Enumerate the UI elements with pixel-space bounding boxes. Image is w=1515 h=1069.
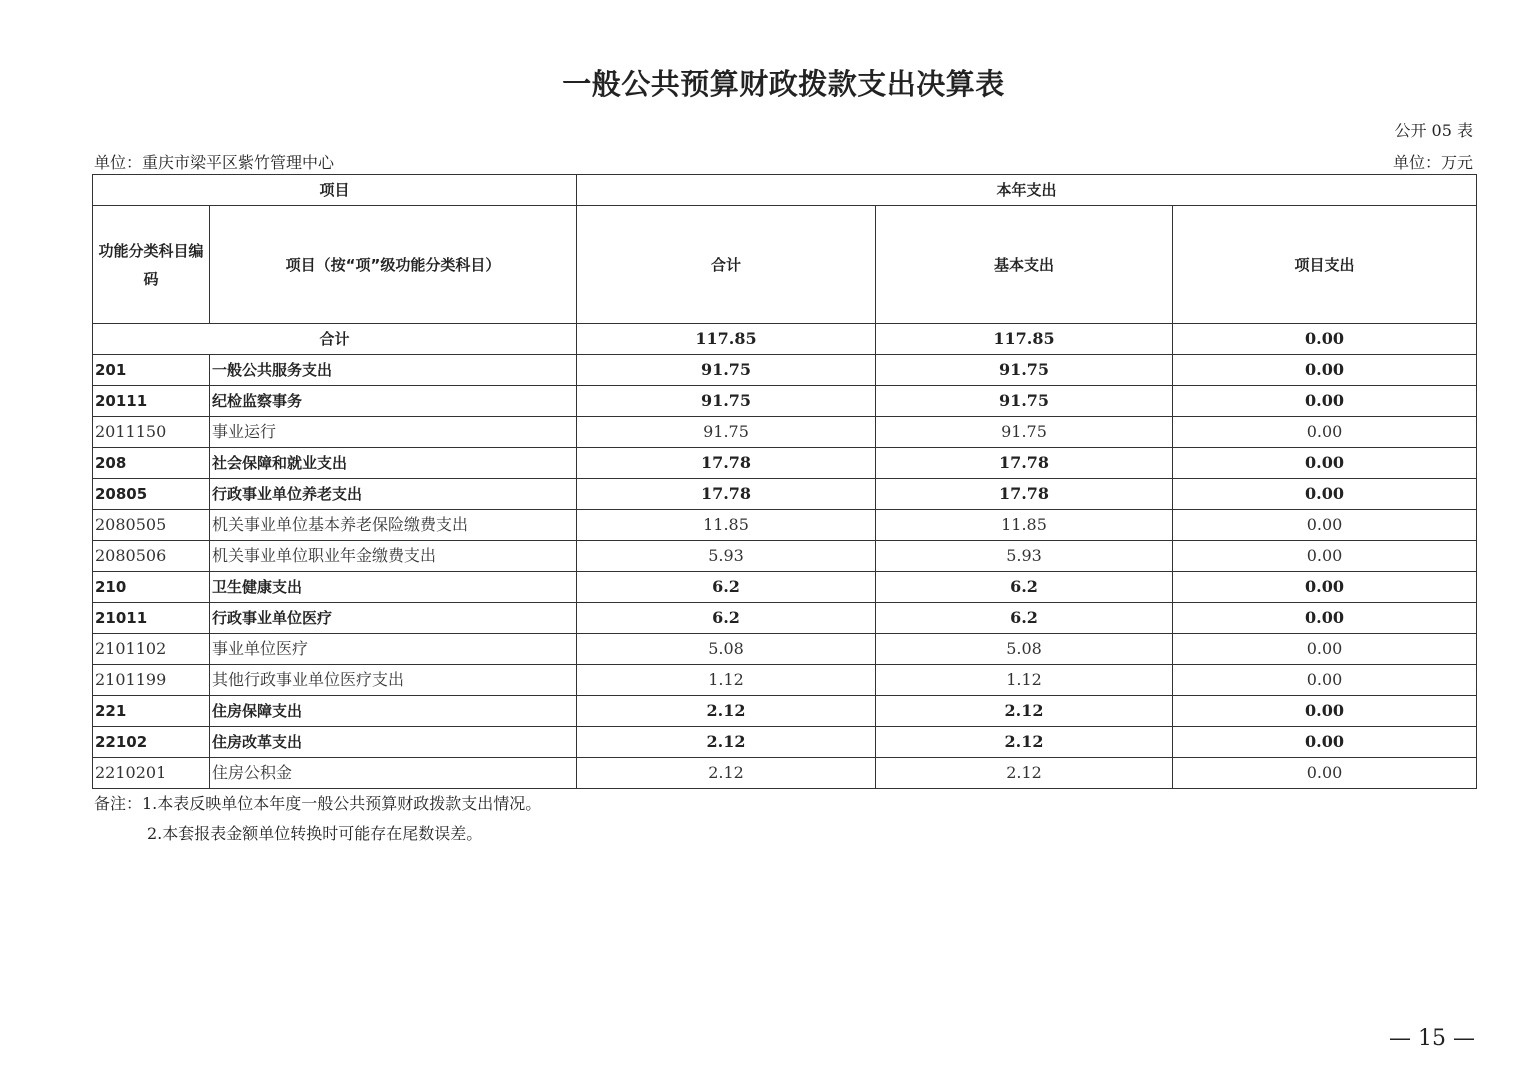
- project-cell: 0.00: [1173, 572, 1477, 603]
- code-cell: 20805: [93, 479, 210, 510]
- code-cell: 208: [93, 448, 210, 479]
- note-line-1: 备注：1.本表反映单位本年度一般公共预算财政拨款支出情况。: [94, 794, 542, 813]
- total-cell: 6.2: [577, 572, 876, 603]
- code-cell: 201: [93, 355, 210, 386]
- project-cell: 0.00: [1173, 541, 1477, 572]
- code-cell: 2101102: [93, 634, 210, 665]
- item-name-cell: 事业单位医疗: [210, 634, 577, 665]
- form-number: 公开 05 表: [1394, 121, 1473, 140]
- code-cell: 210: [93, 572, 210, 603]
- table-row: [93, 634, 1477, 665]
- project-cell: 0.00: [1173, 758, 1477, 789]
- total-cell: 2.12: [577, 758, 876, 789]
- project-cell: 0.00: [1173, 727, 1477, 758]
- basic-cell: 5.08: [876, 634, 1173, 665]
- total-cell: 2.12: [577, 727, 876, 758]
- code-cell: 2080505: [93, 510, 210, 541]
- table-row: [93, 727, 1477, 758]
- basic-cell: 6.2: [876, 572, 1173, 603]
- table-row: [93, 541, 1477, 572]
- currency-unit: 单位：万元: [1392, 153, 1473, 172]
- total-cell: 6.2: [577, 603, 876, 634]
- table-row: [93, 417, 1477, 448]
- item-name-cell: 住房保障支出: [210, 696, 577, 727]
- item-name-cell: 卫生健康支出: [210, 572, 577, 603]
- item-name-cell: 行政事业单位医疗: [210, 603, 577, 634]
- item-name-cell: 社会保障和就业支出: [210, 448, 577, 479]
- item-name-cell: 纪检监察事务: [210, 386, 577, 417]
- header-basic: 基本支出: [876, 206, 1173, 324]
- basic-cell: 2.12: [876, 696, 1173, 727]
- project-cell: 0.00: [1173, 448, 1477, 479]
- item-name-cell: 行政事业单位养老支出: [210, 479, 577, 510]
- table-row: [93, 386, 1477, 417]
- project-cell: 0.00: [1173, 634, 1477, 665]
- header-project-exp: 项目支出: [1173, 206, 1477, 324]
- organization-unit: 单位：重庆市梁平区紫竹管理中心: [94, 153, 335, 172]
- project-cell: 0.00: [1173, 665, 1477, 696]
- item-name-cell: 住房公积金: [210, 758, 577, 789]
- total-cell: 91.75: [577, 355, 876, 386]
- total-cell: 5.08: [577, 634, 876, 665]
- project-cell: 0.00: [1173, 696, 1477, 727]
- basic-cell: 6.2: [876, 603, 1173, 634]
- header-total: 合计: [577, 206, 876, 324]
- header-project: 项目: [93, 175, 577, 206]
- item-name-cell: 住房改革支出: [210, 727, 577, 758]
- basic-cell: 2.12: [876, 758, 1173, 789]
- note-line-2: 2.本套报表金额单位转换时可能存在尾数误差。: [147, 824, 483, 843]
- item-name-cell: 其他行政事业单位医疗支出: [210, 665, 577, 696]
- code-cell: 2080506: [93, 541, 210, 572]
- basic-cell: 5.93: [876, 541, 1173, 572]
- header-code: 功能分类科目编码: [93, 206, 210, 324]
- total-project: 0.00: [1173, 324, 1477, 355]
- total-cell: 1.12: [577, 665, 876, 696]
- basic-cell: 17.78: [876, 479, 1173, 510]
- item-name-cell: 事业运行: [210, 417, 577, 448]
- table-row: [93, 603, 1477, 634]
- total-cell: 91.75: [577, 417, 876, 448]
- code-cell: 221: [93, 696, 210, 727]
- project-cell: 0.00: [1173, 386, 1477, 417]
- item-name-cell: 机关事业单位基本养老保险缴费支出: [210, 510, 577, 541]
- total-sum: 117.85: [577, 324, 876, 355]
- item-name-cell: 一般公共服务支出: [210, 355, 577, 386]
- table-row: [93, 758, 1477, 789]
- basic-cell: 17.78: [876, 448, 1173, 479]
- table-row: [93, 355, 1477, 386]
- total-cell: 2.12: [577, 696, 876, 727]
- total-cell: 17.78: [577, 479, 876, 510]
- item-name-cell: 机关事业单位职业年金缴费支出: [210, 541, 577, 572]
- basic-cell: 91.75: [876, 355, 1173, 386]
- page-title: 一般公共预算财政拨款支出决算表: [562, 67, 1005, 101]
- header-this-year: 本年支出: [577, 175, 1477, 206]
- page-number: — 15 —: [1389, 1026, 1475, 1051]
- code-cell: 20111: [93, 386, 210, 417]
- code-cell: 21011: [93, 603, 210, 634]
- project-cell: 0.00: [1173, 603, 1477, 634]
- total-basic: 117.85: [876, 324, 1173, 355]
- table-row: [93, 665, 1477, 696]
- project-cell: 0.00: [1173, 479, 1477, 510]
- total-cell: 5.93: [577, 541, 876, 572]
- basic-cell: 91.75: [876, 386, 1173, 417]
- total-cell: 91.75: [577, 386, 876, 417]
- basic-cell: 2.12: [876, 727, 1173, 758]
- table-row: [93, 696, 1477, 727]
- code-cell: 22102: [93, 727, 210, 758]
- project-cell: 0.00: [1173, 355, 1477, 386]
- total-cell: 17.78: [577, 448, 876, 479]
- project-cell: 0.00: [1173, 417, 1477, 448]
- code-cell: 2011150: [93, 417, 210, 448]
- table-row: [93, 479, 1477, 510]
- project-cell: 0.00: [1173, 510, 1477, 541]
- header-item: 项目（按“项”级功能分类科目）: [210, 206, 577, 324]
- basic-cell: 91.75: [876, 417, 1173, 448]
- expenditure-table: [92, 174, 1477, 789]
- code-cell: 2210201: [93, 758, 210, 789]
- total-label: 合计: [93, 324, 577, 355]
- table-row: [93, 448, 1477, 479]
- total-row: [93, 324, 1477, 355]
- code-cell: 2101199: [93, 665, 210, 696]
- table-row: [93, 572, 1477, 603]
- basic-cell: 1.12: [876, 665, 1173, 696]
- total-cell: 11.85: [577, 510, 876, 541]
- basic-cell: 11.85: [876, 510, 1173, 541]
- table-row: [93, 510, 1477, 541]
